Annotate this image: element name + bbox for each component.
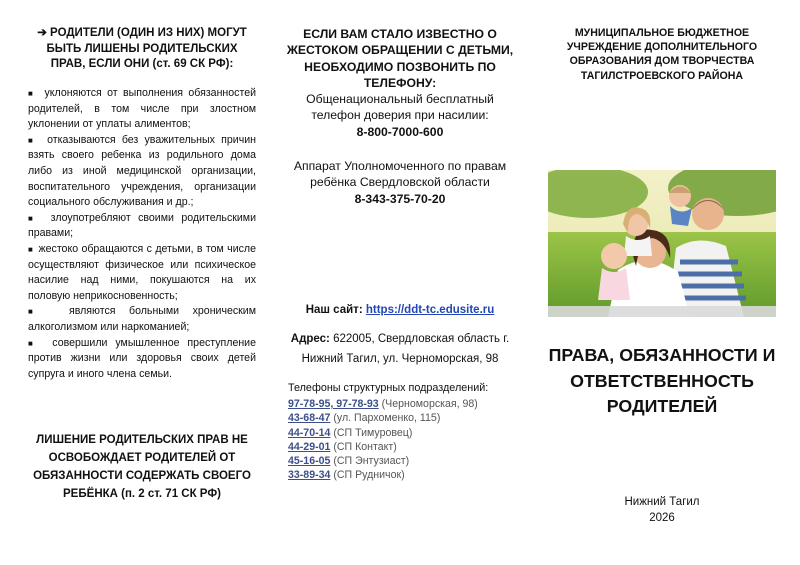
list-item [288,397,478,411]
report-abuse-heading: ЕСЛИ ВАМ СТАЛО ИЗВЕСТНО О ЖЕСТОКОМ ОБРАЩЕНИИ С ДЕТЬМИ, НЕОБХОДИМО ПОЗВОНИТЬ ПО ТЕЛЕФОНУ: [286,27,514,90]
phone-number[interactable]: 45-16-05 [288,455,331,468]
phone-note: (Черноморская, 98) [381,398,478,410]
website-link[interactable]: https://ddt-tc.edusite.ru [365,304,495,316]
list-item [288,454,478,468]
middle-panel [284,0,516,565]
family-photo [548,170,776,317]
right-panel [548,0,776,565]
address-text: 622005, Свердловская область г. Нижний Тагил, ул. Черноморская, 98 [301,333,510,365]
list-item: ■ жестоко обращаются с детьми, в том числе осуществляют физическое или психическое насилие над ними, покушаются на их половую неприкосновенность; [28,242,256,304]
address-block [284,330,516,369]
phone-note: (СП Тимуровец) [333,426,413,439]
phone-note: (СП Рудничок) [333,469,405,482]
site-label: Наш сайт: [305,304,363,316]
address-label: Адрес: [290,333,330,345]
list-item: ■ отказываются без уважительных причин взять своего ребенка из родильного дома либо из иной медицинской организации, воспитательного учреждения, организации социального обслуживания и др.; [28,133,256,211]
year: 2026 [649,512,675,524]
list-item: ■ злоупотребляют своими родительскими правами; [28,211,256,242]
list-item [288,411,478,425]
phones-list [288,397,478,483]
support-obligation-note: ЛИШЕНИЕ РОДИТЕЛЬСКИХ ПРАВ НЕ ОСВОБОЖДАЕТ РОДИТЕЛЕЙ ОТ ОБЯЗАННОСТИ СОДЕРЖАТЬ СВОЕГО РЕБЁНКА (п. 2 ст. 71 СК РФ) [33,434,251,500]
list-item [288,468,478,482]
list-item: ■ являются больными хроническим алкоголизмом или наркоманией; [28,304,256,335]
website-line [284,304,516,316]
phone-number[interactable]: 44-70-14 [288,426,331,439]
grounds-list [28,86,256,382]
city-name: Нижний Тагил [624,496,700,508]
phone-number[interactable]: 97-78-95, 97-78-93 [288,398,379,410]
hotline-number[interactable]: 8-800-7000-600 [356,124,444,139]
list-item: ■ совершили умышленное преступление против жизни или здоровья своих детей супруга и иного члена семьи. [28,336,256,383]
organization-name: МУНИЦИПАЛЬНОЕ БЮДЖЕТНОЕ УЧРЕЖДЕНИЕ ДОПОЛНИТЕЛЬНОГО ОБРАЗОВАНИЯ ДОМ ТВОРЧЕСТВА ТАГИЛСТРОЕВСКОГО РАЙОНА [566,27,758,82]
phone-note: (СП Энтузиаст) [333,455,410,468]
list-item: ■ уклоняются от выполнения обязанностей родителей, в том числе при злостном уклонении от уплаты алиментов; [28,86,256,133]
phone-note: (СП Контакт) [333,440,397,453]
ombudsman-block [284,158,516,207]
phone-number[interactable]: 44-29-01 [288,440,331,453]
ombudsman-number[interactable]: 8-343-375-70-20 [354,191,446,206]
deprivation-heading: ➔ РОДИТЕЛИ (ОДИН ИЗ НИХ) МОГУТ БЫТЬ ЛИШЕНЫ РОДИТЕЛЬСКИХ ПРАВ, ЕСЛИ ОНИ (ст. 69 СК РФ): [37,27,247,70]
left-panel [28,0,256,565]
phone-note: (ул. Пархоменко, 115) [333,412,441,425]
brochure-title: ПРАВА, ОБЯЗАННОСТИ И ОТВЕТСТВЕННОСТЬ РОДИТЕЛЕЙ [548,345,776,416]
family-photo-illustration [548,170,776,317]
list-item [288,440,478,454]
hotline-text: Общенациональный бесплатный телефон доверия при насилии: [306,92,494,123]
phone-number[interactable]: 33-89-34 [288,469,331,482]
phones-title: Телефоны структурных подразделений: [288,382,489,394]
ombudsman-text: Аппарат Уполномоченного по правам ребёнка Свердловской области [293,159,507,190]
list-item [288,426,478,440]
phone-number[interactable]: 43-68-47 [288,412,331,425]
hotline-block [284,91,516,140]
city-year [548,494,776,526]
